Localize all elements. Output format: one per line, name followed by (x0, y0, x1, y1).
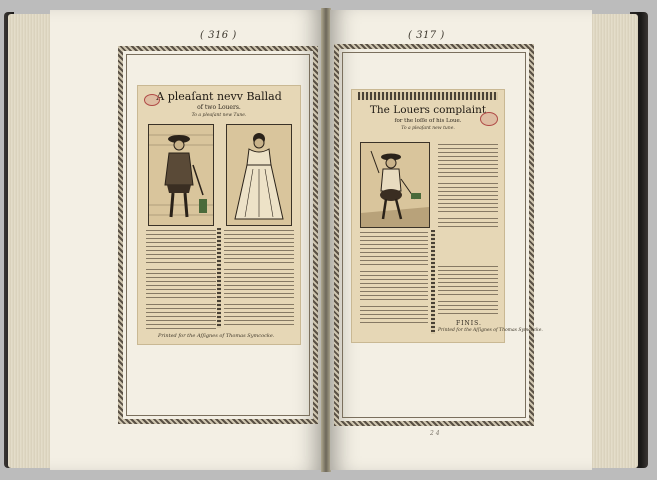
left-verse-column-1 (146, 230, 216, 332)
left-column-divider (217, 228, 221, 328)
right-verse-column-2-top (438, 144, 498, 230)
left-printer-line: Printed for the Aſſignes of Thomas Symcocke. (158, 333, 275, 339)
ornament-band (358, 92, 498, 100)
right-ballad-title: The Louers complaint (369, 104, 487, 116)
left-ballad-title: A pleaſant nevv Ballad (156, 90, 282, 103)
right-folio: ( 317 ) (408, 30, 445, 41)
left-ballad-tune: To a pleaſant new Tune. (191, 113, 247, 118)
woodcut-man-illustration (149, 125, 213, 225)
woodcut-woman (226, 124, 292, 226)
library-stamp-right (480, 112, 498, 126)
woodcut-man (148, 124, 214, 226)
woodcut-woman-illustration (227, 125, 291, 225)
library-stamp (144, 94, 160, 106)
left-folio: ( 316 ) (200, 30, 237, 41)
woodcut-gentleman-illustration (361, 143, 429, 227)
right-verse-column-1 (360, 232, 428, 326)
right-verse-column-2-bottom (438, 266, 498, 317)
page-edges-right (590, 14, 638, 468)
left-verse-column-2 (224, 230, 294, 328)
page-edges-left (8, 14, 52, 468)
right-column-divider (431, 230, 435, 334)
right-broadside (352, 90, 543, 342)
right-ballad-subtitle: for the loſſe of his Loue. (394, 118, 462, 124)
left-ballad-subtitle: of two Louers. (197, 104, 241, 111)
right-printer-line: Printed for the Aſſignes of Thomas Symcocke. (438, 328, 543, 333)
woodcut-gentleman (360, 142, 430, 228)
left-page (50, 10, 322, 470)
finis-mark: FINIS. (456, 320, 482, 327)
pencil-mark: 2 4 (430, 430, 440, 437)
left-broadside (138, 86, 300, 344)
right-ballad-tune: To a pleaſant new tune. (401, 126, 455, 131)
right-page (330, 10, 592, 470)
